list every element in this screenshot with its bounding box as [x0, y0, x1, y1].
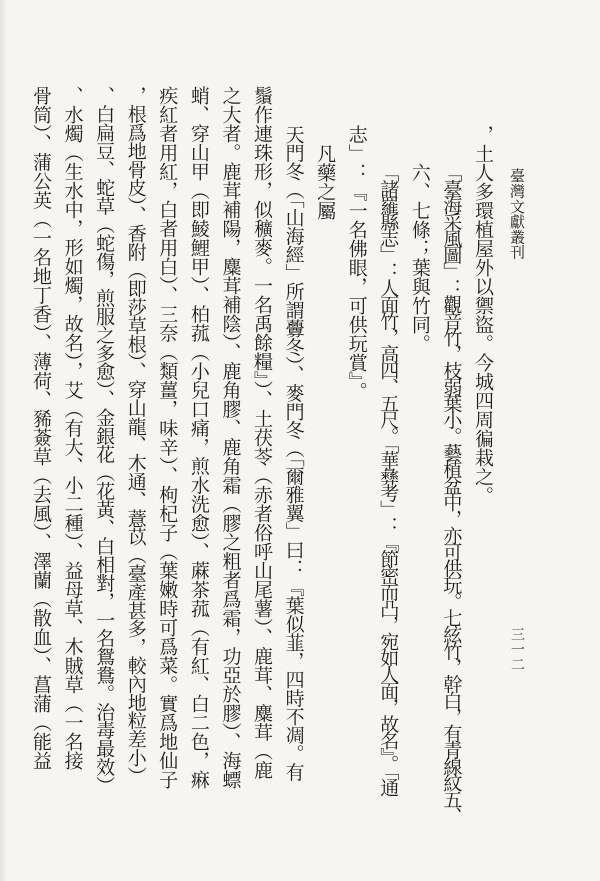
text-column: 「諸羅縣志」：人面竹，高四、五尺。「華彝考」：『節密而凸，宛如人面，故名』。「通: [377, 163, 400, 795]
scan-edge-shadow: [0, 0, 7, 881]
text-column: 天門冬（「山海經」所謂虋冬）、麥門冬（「爾雅翼」曰：『葉似韮，四時不凋。有: [282, 124, 305, 781]
text-column: ，根爲地骨皮）、香附（即莎草根）、穿山龍、木通、薏苡（臺產甚多，較內地粒差小）: [124, 86, 147, 785]
text-column: 「臺海采風圖」：觀音竹，枝弱葉小。藝植盆中，亦可供玩。七絃竹，幹白，有青線紋五、: [440, 163, 463, 824]
series-title: 臺灣文獻叢刊: [508, 168, 526, 260]
text-column: 、白扁豆、蛇草（蛇傷，煎服之多愈）、金銀花（花黃、白相對，一名鴛鴦。治毒最效）: [93, 86, 116, 795]
text-column: 志」：『一名佛眼，可供玩賞』。: [345, 124, 368, 401]
page-number: 三一二: [509, 627, 525, 672]
text-column: 蛸、穿山甲（即鯪鯉甲）、柏菰（小兒口痛，煎水洗愈）、蔴茶菰（有紅、白二色，痳: [187, 86, 210, 789]
text-column: 疾紅者用紅，白者用白）、三奈（類薑，味辛）、枸杞子（葉嫩時可爲菜。實爲地仙子: [156, 86, 179, 789]
text-column: 凡藥之屬: [314, 143, 337, 220]
text-column: 骨筒）、蒲公英（一名地丁香）、薄荷、豨薟草（去風）、澤蘭（散血）、菖蒲（能益: [30, 86, 53, 770]
text-column: 六、七條；葉與竹同。: [408, 163, 431, 354]
text-column: 鬚作連珠形，似穬麥。一名禹餘糧』）、土茯苓（赤者俗呼山尾薯）、鹿茸、麋茸（鹿: [251, 86, 273, 780]
text-column: ，土人多環植屋外以禦盜。今城四周徧栽之。: [472, 124, 494, 505]
text-column: 之大者。鹿茸補陽，麋茸補陰）、鹿角膠、鹿角霜（膠之粗者爲霜，功亞於膠）、海螵: [219, 86, 242, 789]
text-column: 、水燭（生水中，形如燭，故名），艾（有大、小二種）、益母草、木賊草（一名接: [61, 86, 84, 770]
